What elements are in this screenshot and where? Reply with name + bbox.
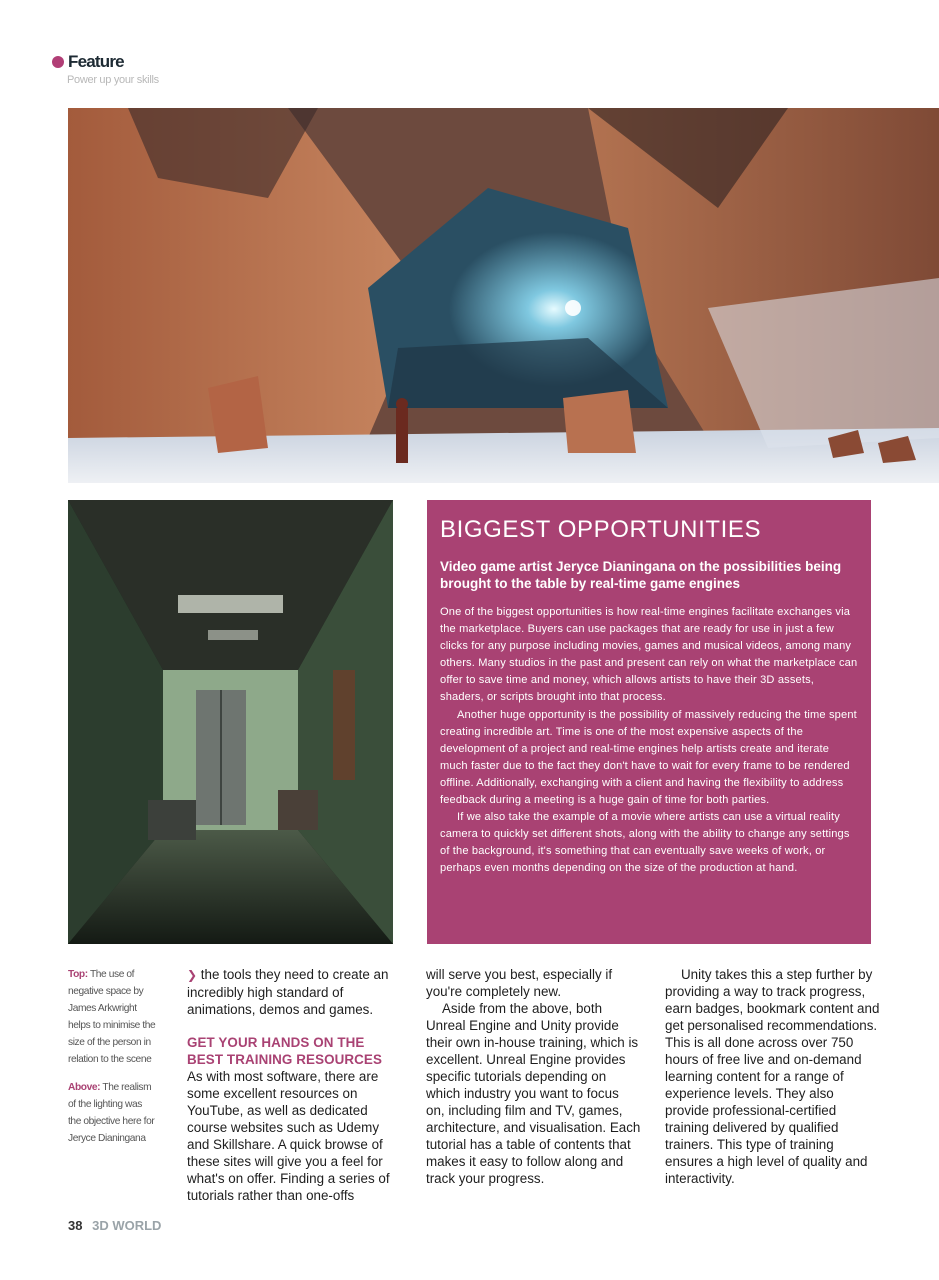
caption-text: The use of negative space by James Arkwright helps to minimise the size of the person in relation to the scene <box>68 969 156 1065</box>
section-subtitle: Power up your skills <box>67 74 159 86</box>
boxout-paragraph: Another huge opportunity is the possibility of massively reducing the time spent creating incredible art. Time is one of the most expensive aspects of the development of a project and real-time engines help artists create and iterate much faster due to the fact they don't have to wait for every frame to be rendered offline. Additionally, exchanging with a client and having the flexibility to address feedback during a meeting is a huge gain of time for both parties. <box>440 708 857 807</box>
continue-arrow-icon: ❯ <box>187 968 198 982</box>
bullet-dot-icon <box>52 56 64 68</box>
caption-text: The realism of the lighting was the objective here for Jeryce Dianingana <box>68 1082 155 1144</box>
page-footer <box>68 1218 161 1233</box>
caption-top <box>68 966 156 1068</box>
caption-label: Top: <box>68 969 88 980</box>
boxout-body <box>440 604 858 878</box>
article-column-2 <box>426 966 641 1187</box>
boxout-title: BIGGEST OPPORTUNITIES <box>440 516 762 543</box>
boxout-subtitle: Video game artist Jeryce Dianingana on the possibilities being brought to the table by real-time game engines <box>440 559 842 591</box>
hero-image <box>68 108 939 483</box>
body-paragraph: will serve you best, especially if you're completely new. <box>426 967 613 999</box>
feature-row <box>52 52 159 72</box>
article-column-3 <box>665 966 880 1187</box>
section-header <box>52 52 159 86</box>
biggest-opportunities-boxout <box>427 500 871 944</box>
caption-label: Above: <box>68 1082 101 1093</box>
body-paragraph: Aside from the above, both Unreal Engine and Unity provide their own in-house training, which is excellent. Unreal Engine provides specific tutorials depending on which industry you want to focus on, including film and TV, games, architecture, and visualisation. Each tutorial has a table of contents that makes it easy to follow along and track your progress. <box>426 1001 641 1186</box>
article-column-1 <box>187 966 402 1204</box>
body-paragraph: As with most software, there are some excellent resources on YouTube, as well as dedicated course websites such as Udemy and Skillshare. A quick browse of these sites will give you a feel for what's on offer. Finding a series of tutorials rather than one-offs <box>187 1069 390 1203</box>
magazine-name: 3D WORLD <box>92 1218 162 1233</box>
continued-paragraph <box>187 966 402 1018</box>
intro-text: the tools they need to create an incredibly high standard of animations, demos and games. <box>187 967 389 1017</box>
caption-above <box>68 1079 156 1147</box>
section-subhead: GET YOUR HANDS ON THE BEST TRAINING RESOURCES <box>187 1035 382 1067</box>
image-captions <box>68 966 156 1158</box>
hallway-image <box>68 500 393 944</box>
body-paragraph: Unity takes this a step further by providing a way to track progress, earn badges, bookmark content and get personalised recommendations. This is all done across over 750 hours of free live and on-demand learning content for a range of experience levels. They also provide professional-certified training delivered by qualified trainers. This type of training ensures a high level of quality and interactivity. <box>665 967 880 1186</box>
boxout-paragraph: If we also take the example of a movie where artists can use a virtual reality camera to quickly set different shots, along with the ability to change any settings of the background, it's something that can eventually save weeks of work, or perhaps even months depending on the size of the production at hand. <box>440 811 850 875</box>
section-label: Feature <box>68 52 124 71</box>
page-number: 38 <box>68 1218 83 1233</box>
boxout-paragraph: One of the biggest opportunities is how real-time engines facilitate exchanges via the marketplace. Buyers can use packages that are ready for use in just a few clicks for any purpose including movies, games and musical videos, among many others. Many studios in the past and present can rely on what the marketplace can offer to save time and money, which allows artists to have their 3D assets, shaders, or scripts brought into that process. <box>440 606 858 704</box>
